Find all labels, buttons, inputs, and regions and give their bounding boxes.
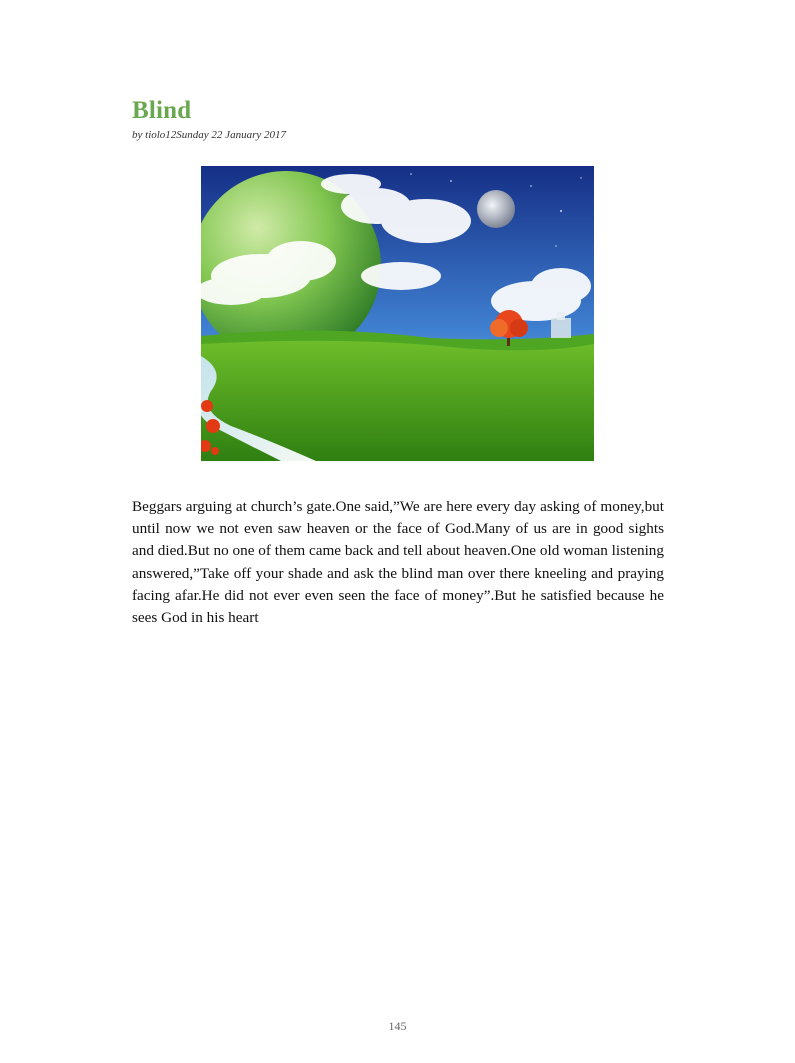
fantasy-landscape-image <box>201 166 594 461</box>
story-body: Beggars arguing at church’s gate.One said,”We are here every day asking of money,but until now we not even saw heaven or the face of God.Many of us are in good sights and died.But no one of them came back and tell about heaven.One old woman listening answered,”Take off your shade and ask the blind man over there kneeling and praying facing afar.He did not ever even seen the face of money”.But he satisfied because he sees God in his heart <box>132 498 664 627</box>
story-byline: by tiolo12Sunday 22 January 2017 <box>132 129 286 141</box>
page-number: 145 <box>388 1019 407 1033</box>
story-title: Blind <box>132 97 192 124</box>
